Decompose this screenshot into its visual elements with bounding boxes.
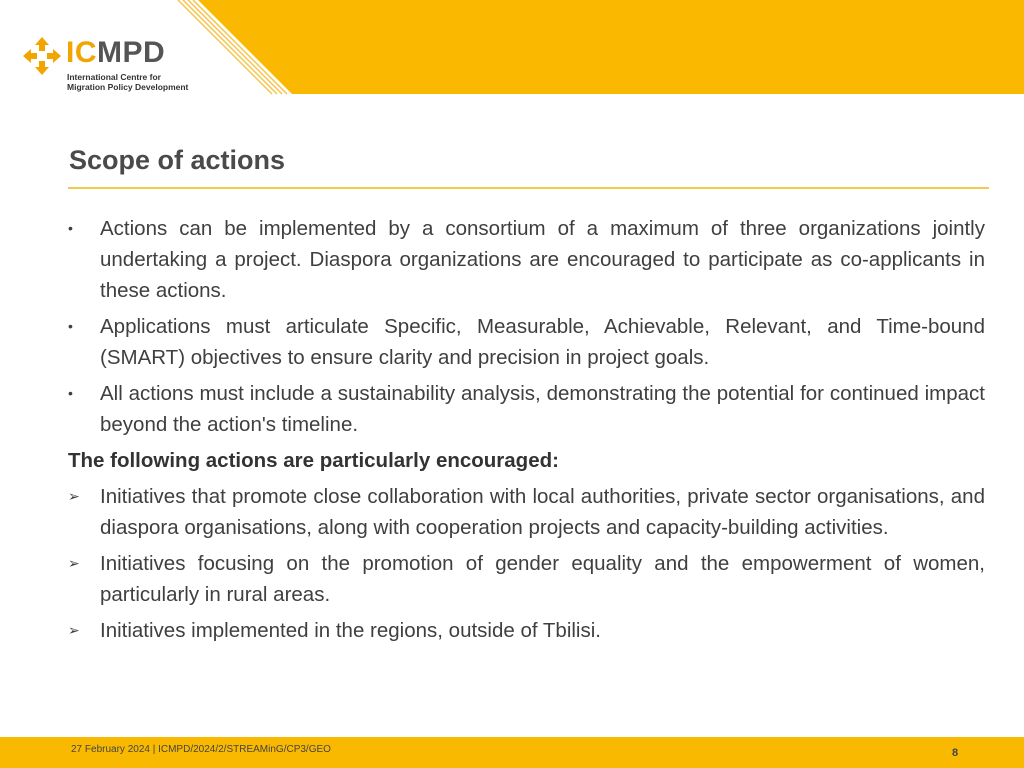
logo-arrows-icon	[22, 36, 62, 76]
slide-header	[0, 0, 1024, 96]
header-yellow-band	[198, 0, 1024, 94]
bullet-item	[68, 378, 985, 440]
bullet-text: Applications must articulate Specific, Measurable, Achievable, Relevant, and Time-bound (SMART) objectives to ensure clarity and precision in project goals.	[100, 315, 985, 369]
page-number: 8	[952, 747, 959, 759]
bullet-icon: •	[68, 318, 73, 334]
logo-subtitle	[67, 72, 188, 92]
bullet-item	[68, 213, 985, 306]
encouraged-item	[68, 615, 985, 646]
title-underline	[68, 187, 989, 189]
arrow-bullet-icon: ➢	[68, 488, 80, 504]
arrow-bullet-icon: ➢	[68, 622, 80, 638]
encouraged-text: Initiatives that promote close collaboration with local authorities, private sector organisations, and diaspora organisations, along with cooperation projects and capacity-building activities.	[100, 485, 985, 539]
slide-title: Scope of actions	[69, 145, 286, 175]
footer-reference: 27 February 2024 | ICMPD/2024/2/STREAMinG/CP3/GEO	[71, 744, 331, 755]
encouraged-item	[68, 481, 985, 543]
bullet-item	[68, 311, 985, 373]
logo-subtitle-line: Migration Policy Development	[67, 82, 189, 92]
logo-subtitle-line: International Centre for	[67, 72, 161, 82]
bullet-icon: •	[68, 220, 73, 236]
bullet-text: Actions can be implemented by a consortium of a maximum of three organizations jointly undertaking a project. Diaspora organizations are encouraged to participate as co-applicants in these actions.	[100, 217, 985, 302]
encouraged-heading: The following actions are particularly encouraged:	[68, 449, 559, 472]
encouraged-text: Initiatives focusing on the promotion of gender equality and the empowerment of women, particularly in rural areas.	[100, 552, 985, 606]
icmpd-logo	[22, 36, 222, 96]
arrow-bullet-icon: ➢	[68, 555, 80, 571]
slide-footer	[0, 737, 1024, 768]
bullet-text: All actions must include a sustainability analysis, demonstrating the potential for continued impact beyond the action's timeline.	[100, 382, 985, 436]
encouraged-text: Initiatives implemented in the regions, outside of Tbilisi.	[100, 619, 601, 642]
logo-wordmark: ICMPD	[66, 36, 166, 69]
bullet-icon: •	[68, 385, 73, 401]
encouraged-item	[68, 548, 985, 610]
slide-body	[68, 213, 985, 651]
